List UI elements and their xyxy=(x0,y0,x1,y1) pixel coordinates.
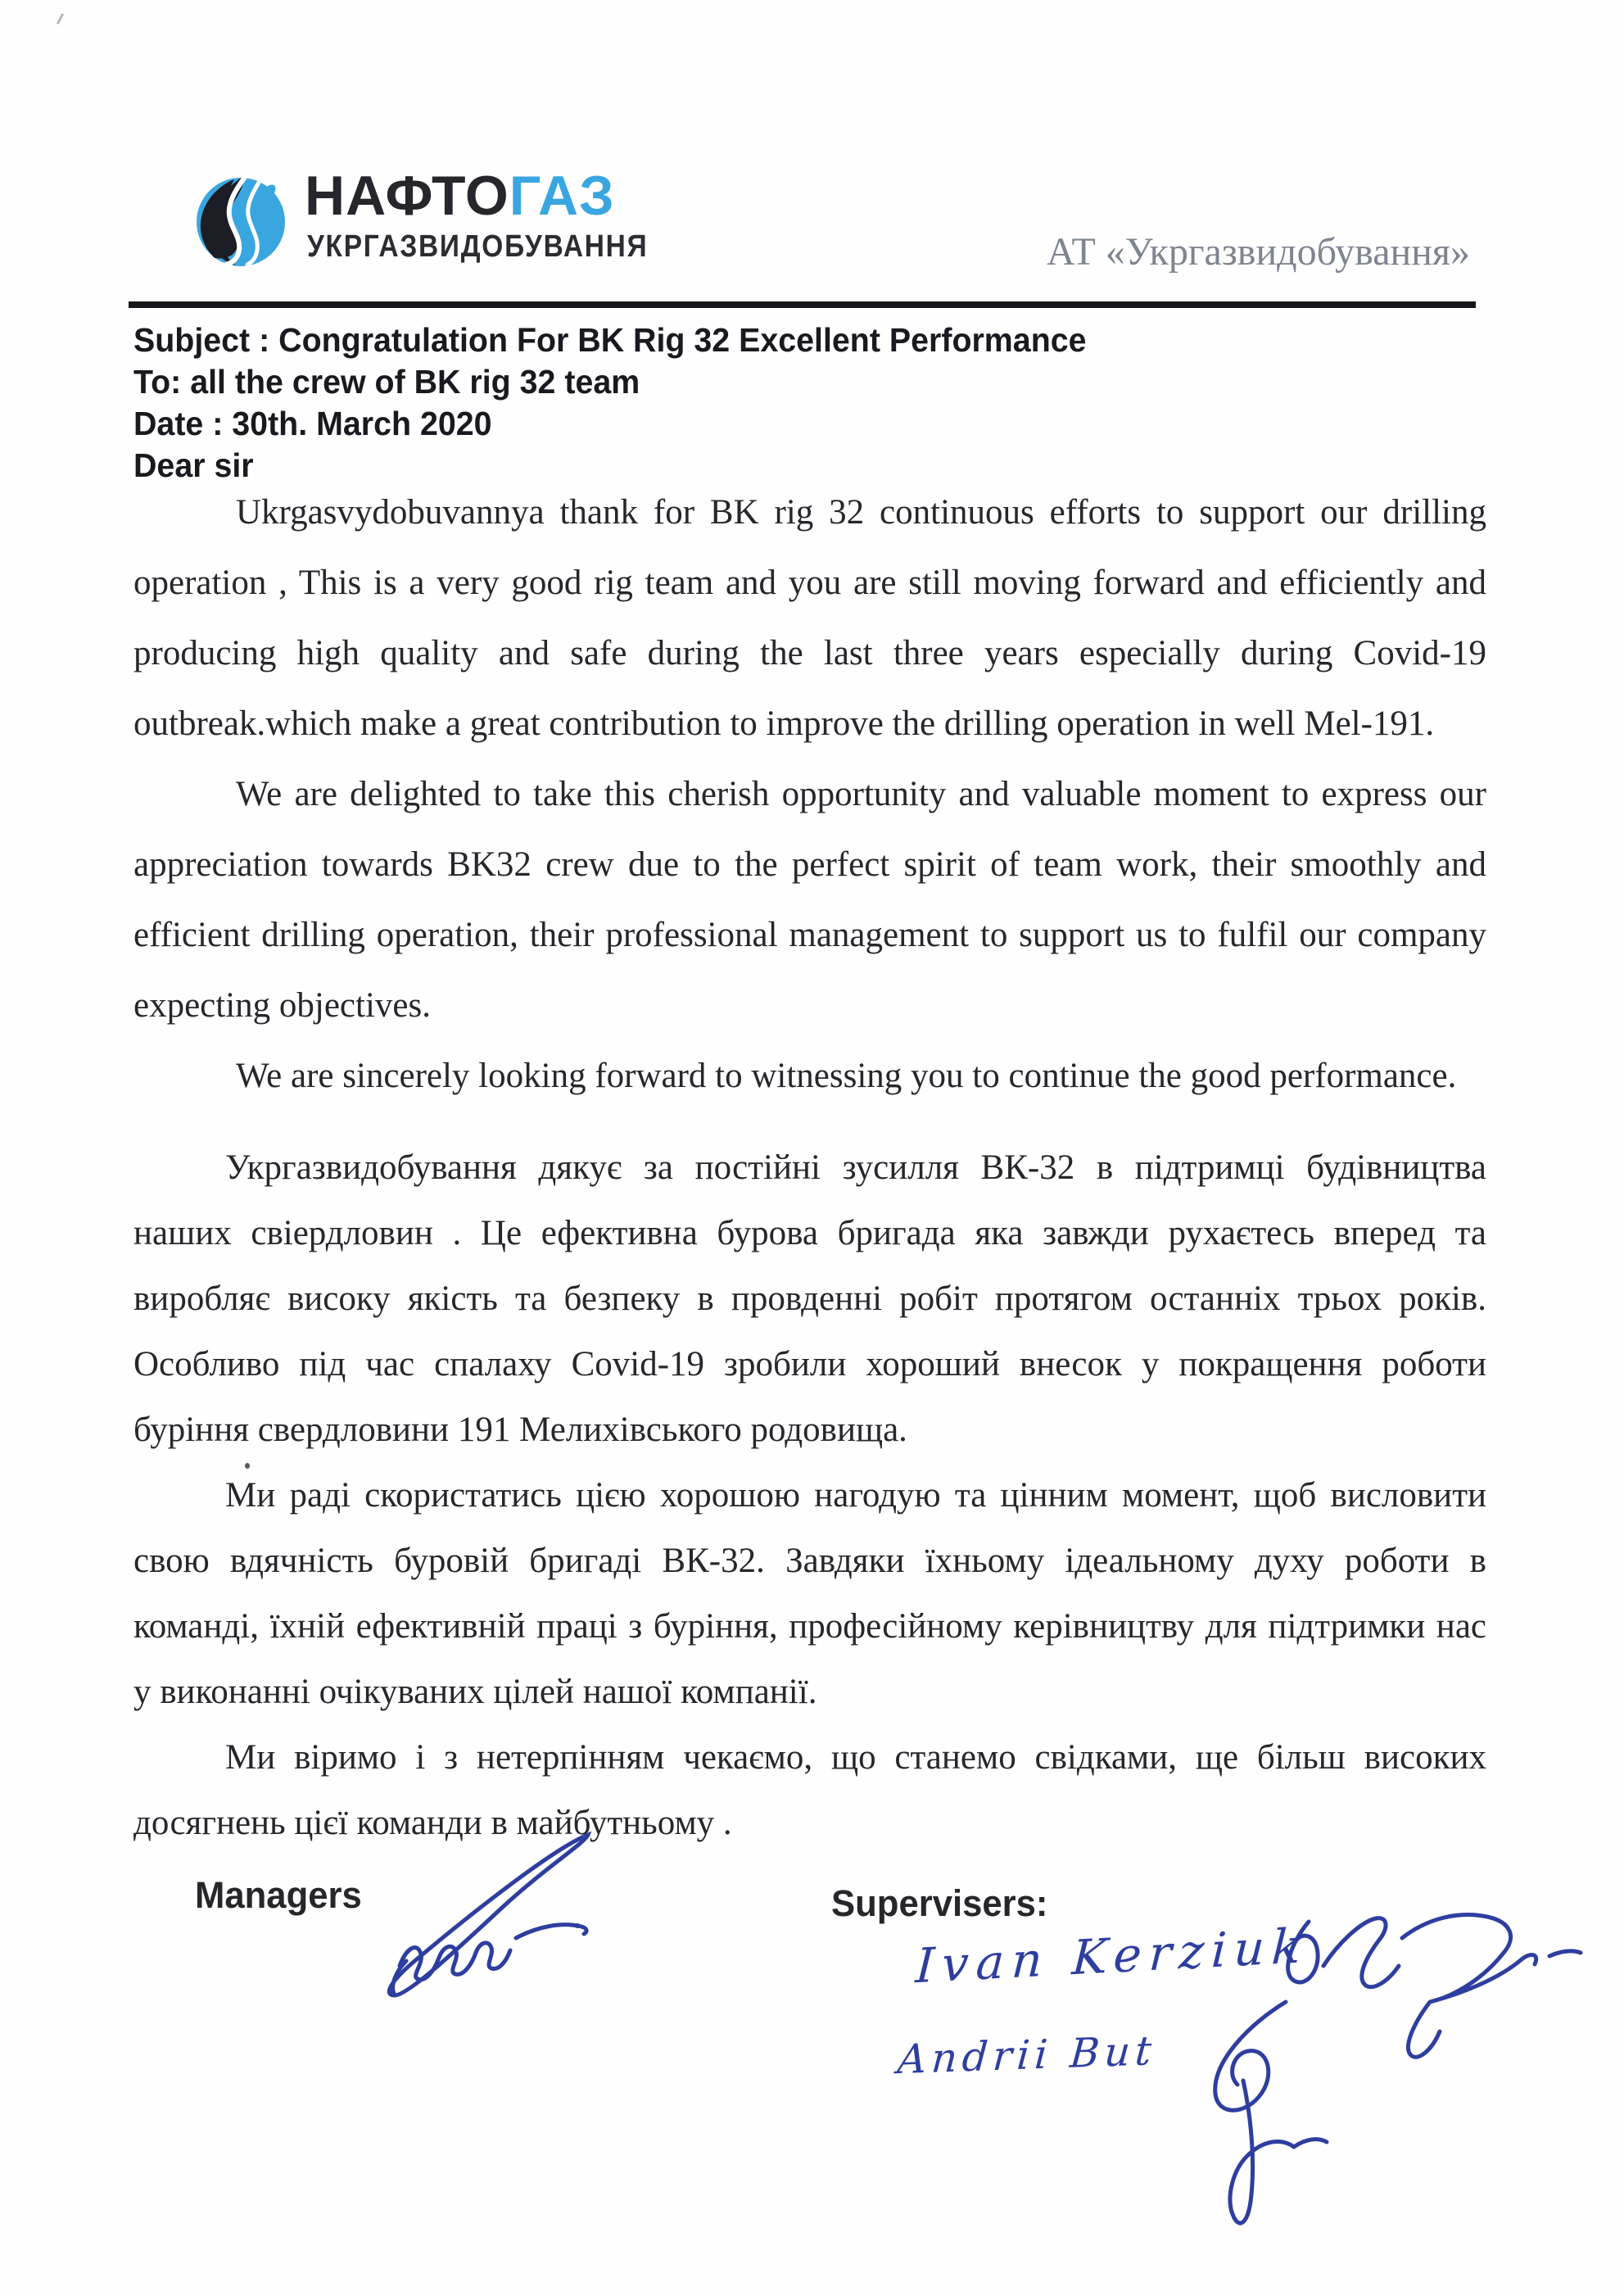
brand-gaz: ГАЗ xyxy=(509,165,615,227)
paragraph-en-3: We are sincerely looking forward to witnessing you to continue the good performance. xyxy=(236,1057,1457,1095)
paragraph-en-1: Ukrgasvydobuvannya thank for BK rig 32 continuous efforts to support our drilling operation , This is a very good rig team and you are still moving forward and efficiently and producing high quality and safe during the last three years especially during Covid-19 outbreak.which make a great contribution to improve the drilling operation in well Mel-191. xyxy=(133,493,1486,743)
managers-label: Managers xyxy=(195,1874,362,1916)
brand-subtitle: УКРГАЗВИДОБУВАННЯ xyxy=(307,229,649,264)
date-line: Date : 30th. March 2020 xyxy=(133,405,492,442)
supervisers-label: Supervisers: xyxy=(831,1882,1048,1924)
body-ukrainian xyxy=(133,1135,1486,1856)
body-english xyxy=(133,478,1486,1112)
supervisor-name-andrii: Andrii But xyxy=(896,2027,1158,2084)
scan-artifact xyxy=(245,1463,250,1469)
to-line: To: all the crew of BK rig 32 team xyxy=(133,363,640,401)
naftogaz-logo-icon xyxy=(195,166,287,274)
subject-line: Subject : Congratulation For BK Rig 32 Excellent Performance xyxy=(133,321,1087,359)
manager-signature xyxy=(342,1822,621,2002)
paragraph-uk-3: Ми віримо і з нетерпінням чекаємо, що станемо свідками, ще більш високих досягнень цієї команди в майбутньому . xyxy=(133,1738,1486,1842)
scan-artifact xyxy=(575,1923,580,1928)
paragraph-uk-1: Укргазвидобування дякує за постійні зусилля ВК-32 в підтримці будівництва наших свіердловин . Це ефективна бурова бригада яка завжди рухаєтесь вперед та виробляє високу якість та безпеку в провденні робіт протягом останніх трьох років. Особливо під час спалаху Covid-19 зробили хороший внесок у покращення роботи буріння свердловини 191 Мелихівського родовища. xyxy=(133,1148,1486,1449)
salutation-line: Dear sir xyxy=(133,446,254,484)
paragraph-uk-2: Ми раді скористатись цією хорошою нагодую та цінним момент, щоб висловити свою вдячність буровій бригаді ВК-32. Завдяки їхньому ідеальному духу роботи в команді, їхній ефективній праці з буріння, професійному керівництву для підтримки нас у виконанні очікуваних цілей нашої компанії. xyxy=(133,1476,1486,1711)
letter-meta xyxy=(133,319,1087,487)
brand-naphto: НАФТО xyxy=(305,165,509,227)
supervisor-signature-center xyxy=(1171,1989,1368,2243)
supervisor-name-ivan: Ivan Kerziuk xyxy=(914,1917,1310,1995)
header-divider xyxy=(129,301,1476,308)
scan-artifact xyxy=(57,13,64,25)
company-name-right: АТ «Укргазвидобування» xyxy=(1047,230,1470,274)
brand-wordmark xyxy=(305,166,615,225)
paragraph-en-2: We are delighted to take this cherish opportunity and valuable moment to express our appreciation towards BK32 crew due to the perfect spirit of team work, their smoothly and efficient drilling operation, their professional management to support us to fulfil our company expecting objectives. xyxy=(133,775,1486,1025)
